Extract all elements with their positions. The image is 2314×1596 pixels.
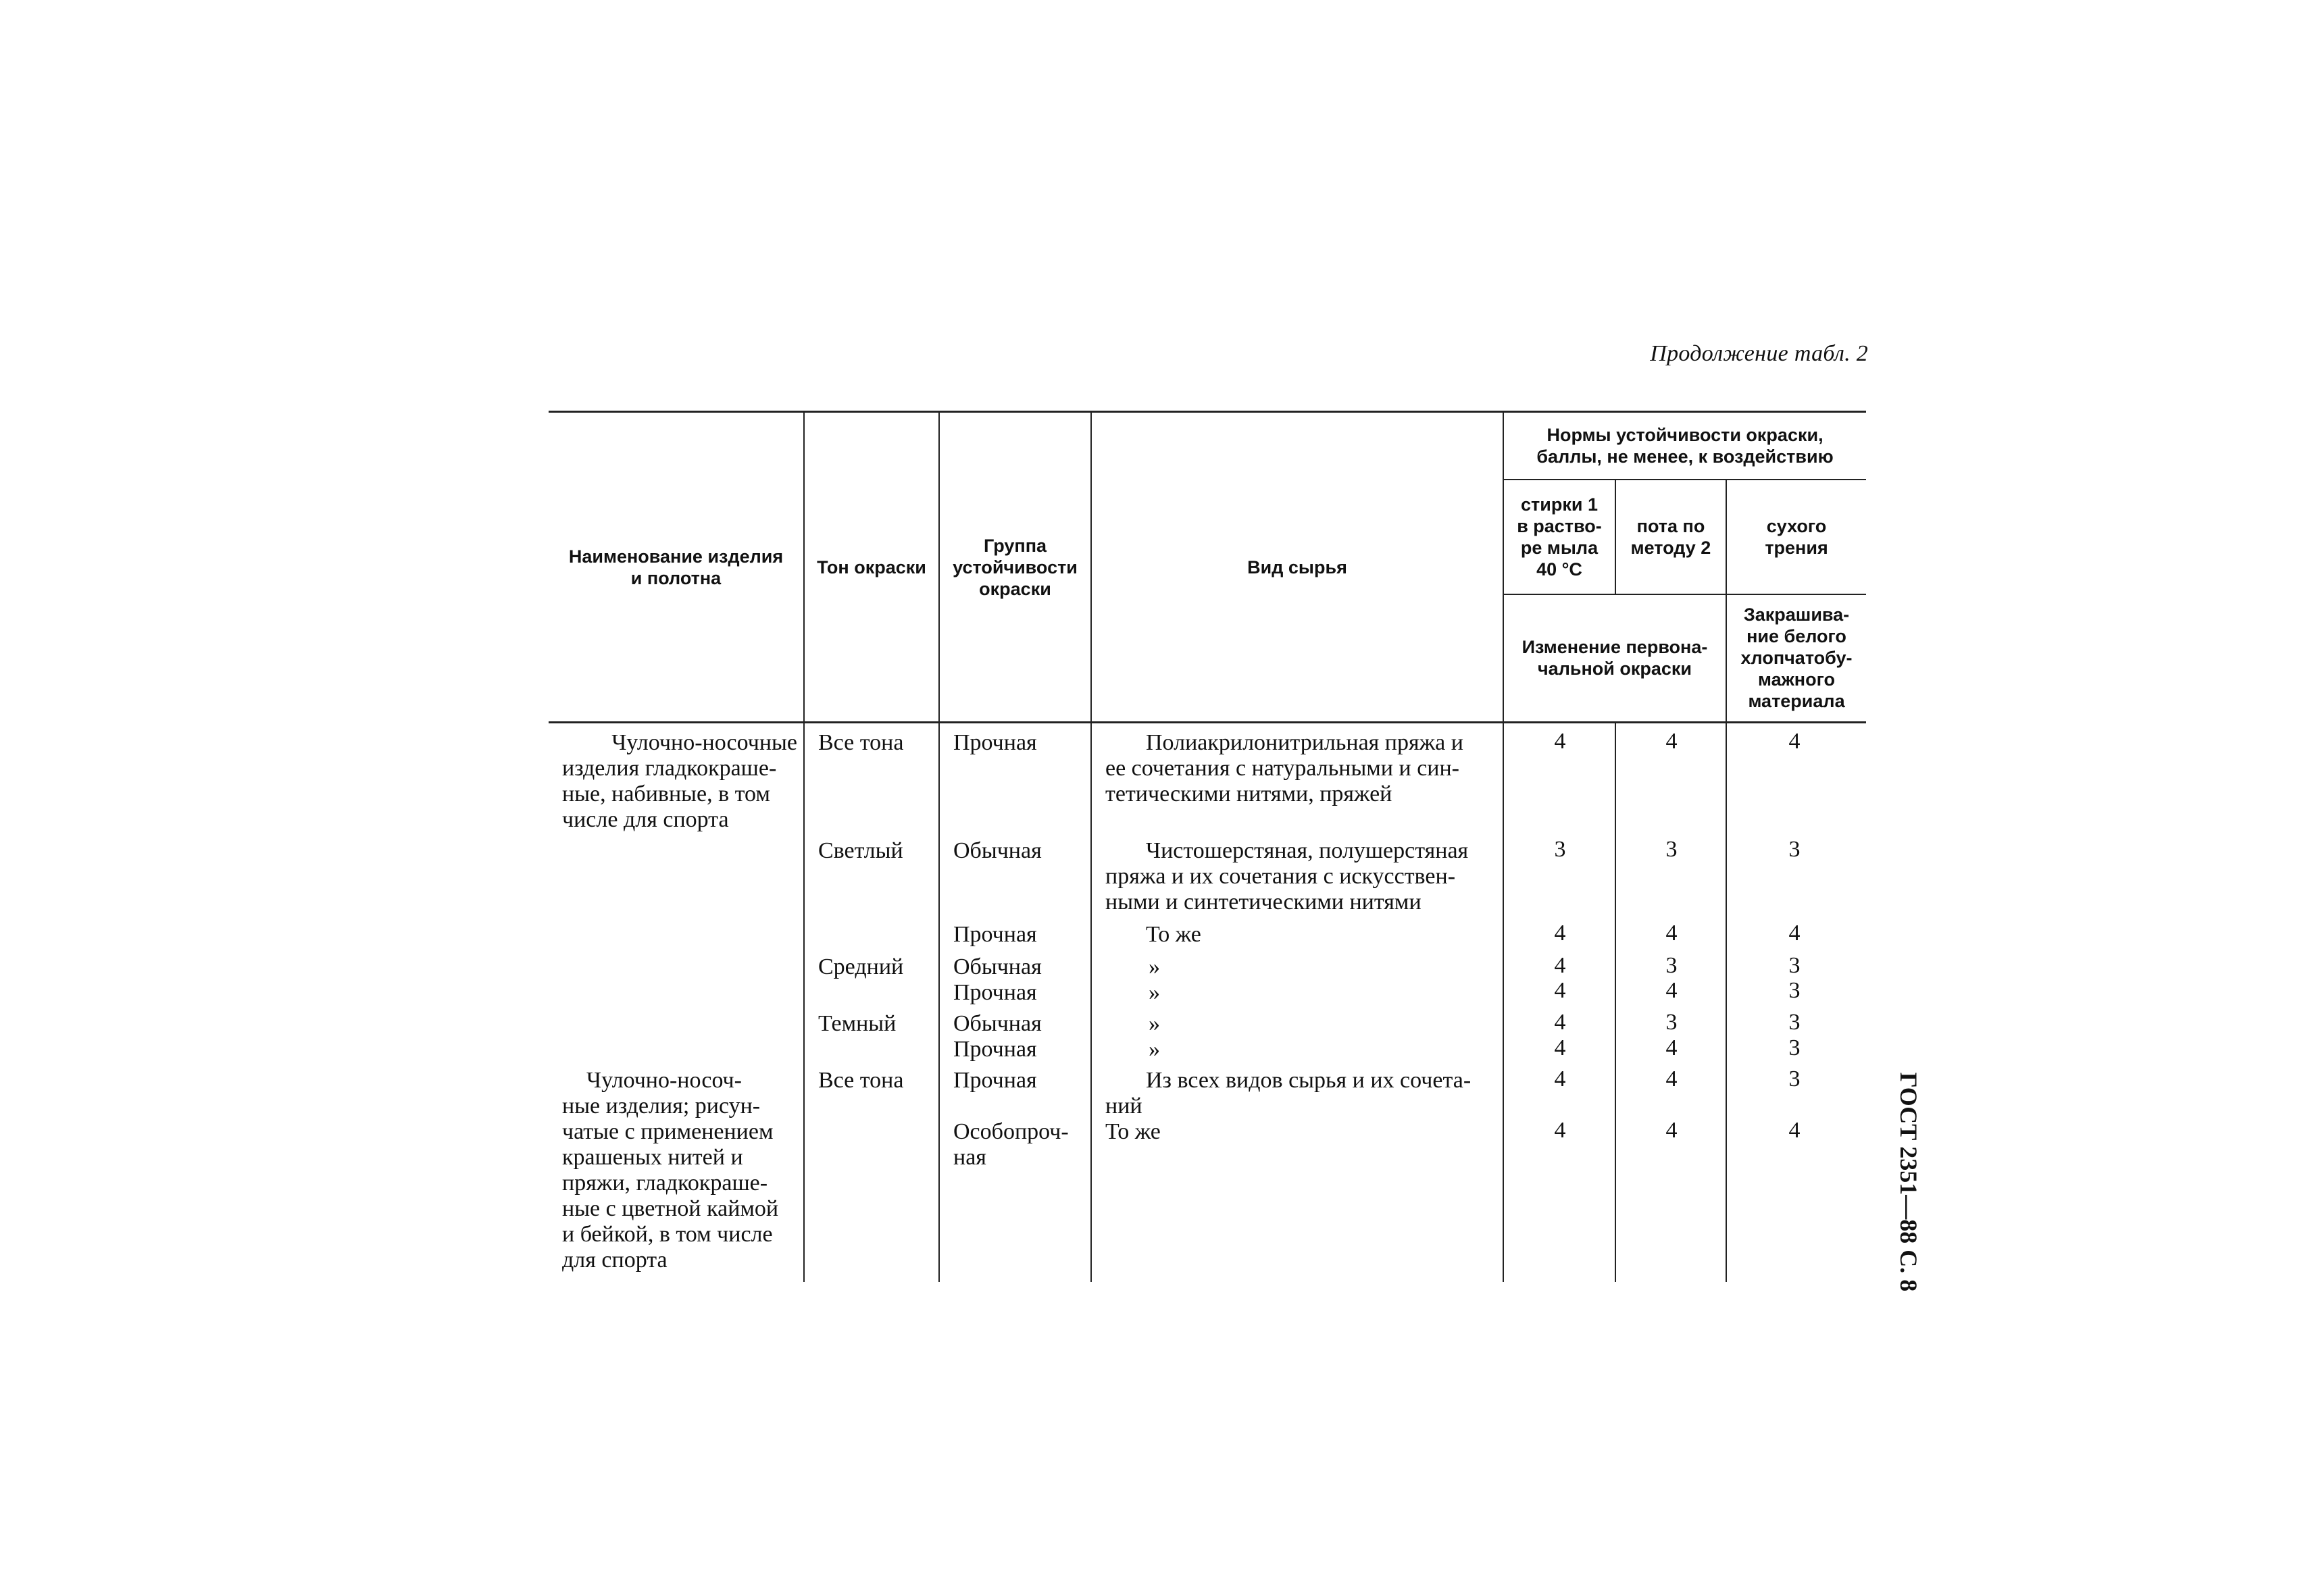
value-cell: 4: [1554, 1010, 1566, 1035]
fastness-norms-table: [549, 411, 1866, 1282]
col-material: [1091, 723, 1503, 1283]
value-cell: 3: [1788, 953, 1801, 978]
group-cell: Особопроч- ная: [953, 1119, 1069, 1170]
material-cell: Из всех видов сырья и их сочета- ний: [1105, 1068, 1472, 1118]
value-cell: 4: [1665, 921, 1678, 946]
ditto-mark: »: [1149, 954, 1160, 979]
value-cell: 3: [1665, 953, 1678, 978]
tone-cell: Светлый: [818, 838, 903, 863]
value-cell: 4: [1554, 1066, 1566, 1091]
col-sweat: [1615, 723, 1726, 1283]
group-cell: Прочная: [953, 730, 1037, 755]
group-cell: Прочная: [953, 980, 1037, 1005]
header-rubbing: сухого трения: [1726, 480, 1866, 594]
header-color-change: Изменение первона- чальной окраски: [1503, 594, 1726, 723]
value-cell: 4: [1554, 1035, 1566, 1060]
material-cell: То же: [1146, 922, 1201, 947]
group-cell: Прочная: [953, 922, 1037, 947]
value-cell: 4: [1554, 978, 1566, 1003]
group-cell: Обычная: [953, 954, 1042, 979]
col-wash: [1503, 723, 1615, 1283]
value-cell: 4: [1665, 1118, 1678, 1143]
ditto-mark: »: [1149, 1011, 1160, 1036]
material-cell: То же: [1105, 1119, 1161, 1144]
group-cell: Обычная: [953, 838, 1042, 863]
group-cell: Прочная: [953, 1037, 1037, 1062]
header-product: Наименование изделия и полотна: [549, 412, 804, 723]
ditto-mark: »: [1149, 980, 1160, 1005]
material-cell: Полиакрилонитрильная пряжа и ее сочетания с натуральными и син- тетическими нитями, пряжей: [1105, 730, 1463, 806]
value-cell: 4: [1665, 978, 1678, 1003]
col-group: [939, 723, 1091, 1283]
value-cell: 4: [1554, 953, 1566, 978]
tone-cell: Все тона: [818, 730, 904, 755]
col-product: [549, 723, 804, 1283]
tone-cell: Все тона: [818, 1068, 904, 1093]
value-cell: 4: [1554, 1118, 1566, 1143]
value-cell: 4: [1554, 729, 1566, 754]
table-continuation-label: Продолжение табл. 2: [1650, 341, 1868, 366]
header-wash: стирки 1 в раство- ре мыла 40 °С: [1503, 480, 1615, 594]
value-cell: 4: [1554, 921, 1566, 946]
header-norms: Нормы устойчивости окраски, баллы, не менее, к воздействию: [1503, 412, 1866, 480]
value-cell: 3: [1788, 1035, 1801, 1060]
value-cell: 3: [1788, 1066, 1801, 1091]
value-cell: 3: [1554, 837, 1566, 862]
value-cell: 4: [1788, 1118, 1801, 1143]
header-staining: Закрашива- ние белого хлопчатобу- мажного материала: [1726, 594, 1866, 723]
group-cell: Обычная: [953, 1011, 1042, 1036]
document-page-caption: ГОСТ 2351—88 С. 8: [1895, 1072, 1922, 1292]
value-cell: 3: [1665, 837, 1678, 862]
value-cell: 4: [1788, 921, 1801, 946]
tone-cell: Средний: [818, 954, 904, 979]
value-cell: 3: [1788, 978, 1801, 1003]
tone-cell: Темный: [818, 1011, 897, 1036]
value-cell: 3: [1788, 837, 1801, 862]
value-cell: 4: [1665, 1066, 1678, 1091]
value-cell: 4: [1665, 729, 1678, 754]
value-cell: 3: [1665, 1010, 1678, 1035]
value-cell: 4: [1665, 1035, 1678, 1060]
header-sweat: пота по методу 2: [1615, 480, 1726, 594]
col-rubbing: [1726, 723, 1866, 1283]
value-cell: 3: [1788, 1010, 1801, 1035]
product-cell: Чулочно-носочные изделия гладкокраше- ные, набивные, в том числе для спорта: [562, 730, 797, 832]
value-cell: 4: [1788, 729, 1801, 754]
ditto-mark: »: [1149, 1037, 1160, 1062]
group-cell: Прочная: [953, 1068, 1037, 1093]
col-tone: [804, 723, 939, 1283]
header-material: Вид сырья: [1091, 412, 1503, 723]
product-cell: Чулочно-носоч- ные изделия; рисун- чатые с применением крашеных нитей и пряжи, гладкокраше- ные с цветной каймой и бейкой, в том числе для спорта: [562, 1068, 779, 1272]
header-group: Группа устойчивости окраски: [939, 412, 1091, 723]
header-tone: Тон окраски: [804, 412, 939, 723]
material-cell: Чистошерстяная, полушерстяная пряжа и их сочетания с искусствен- ными и синтетическими нитями: [1105, 838, 1469, 915]
